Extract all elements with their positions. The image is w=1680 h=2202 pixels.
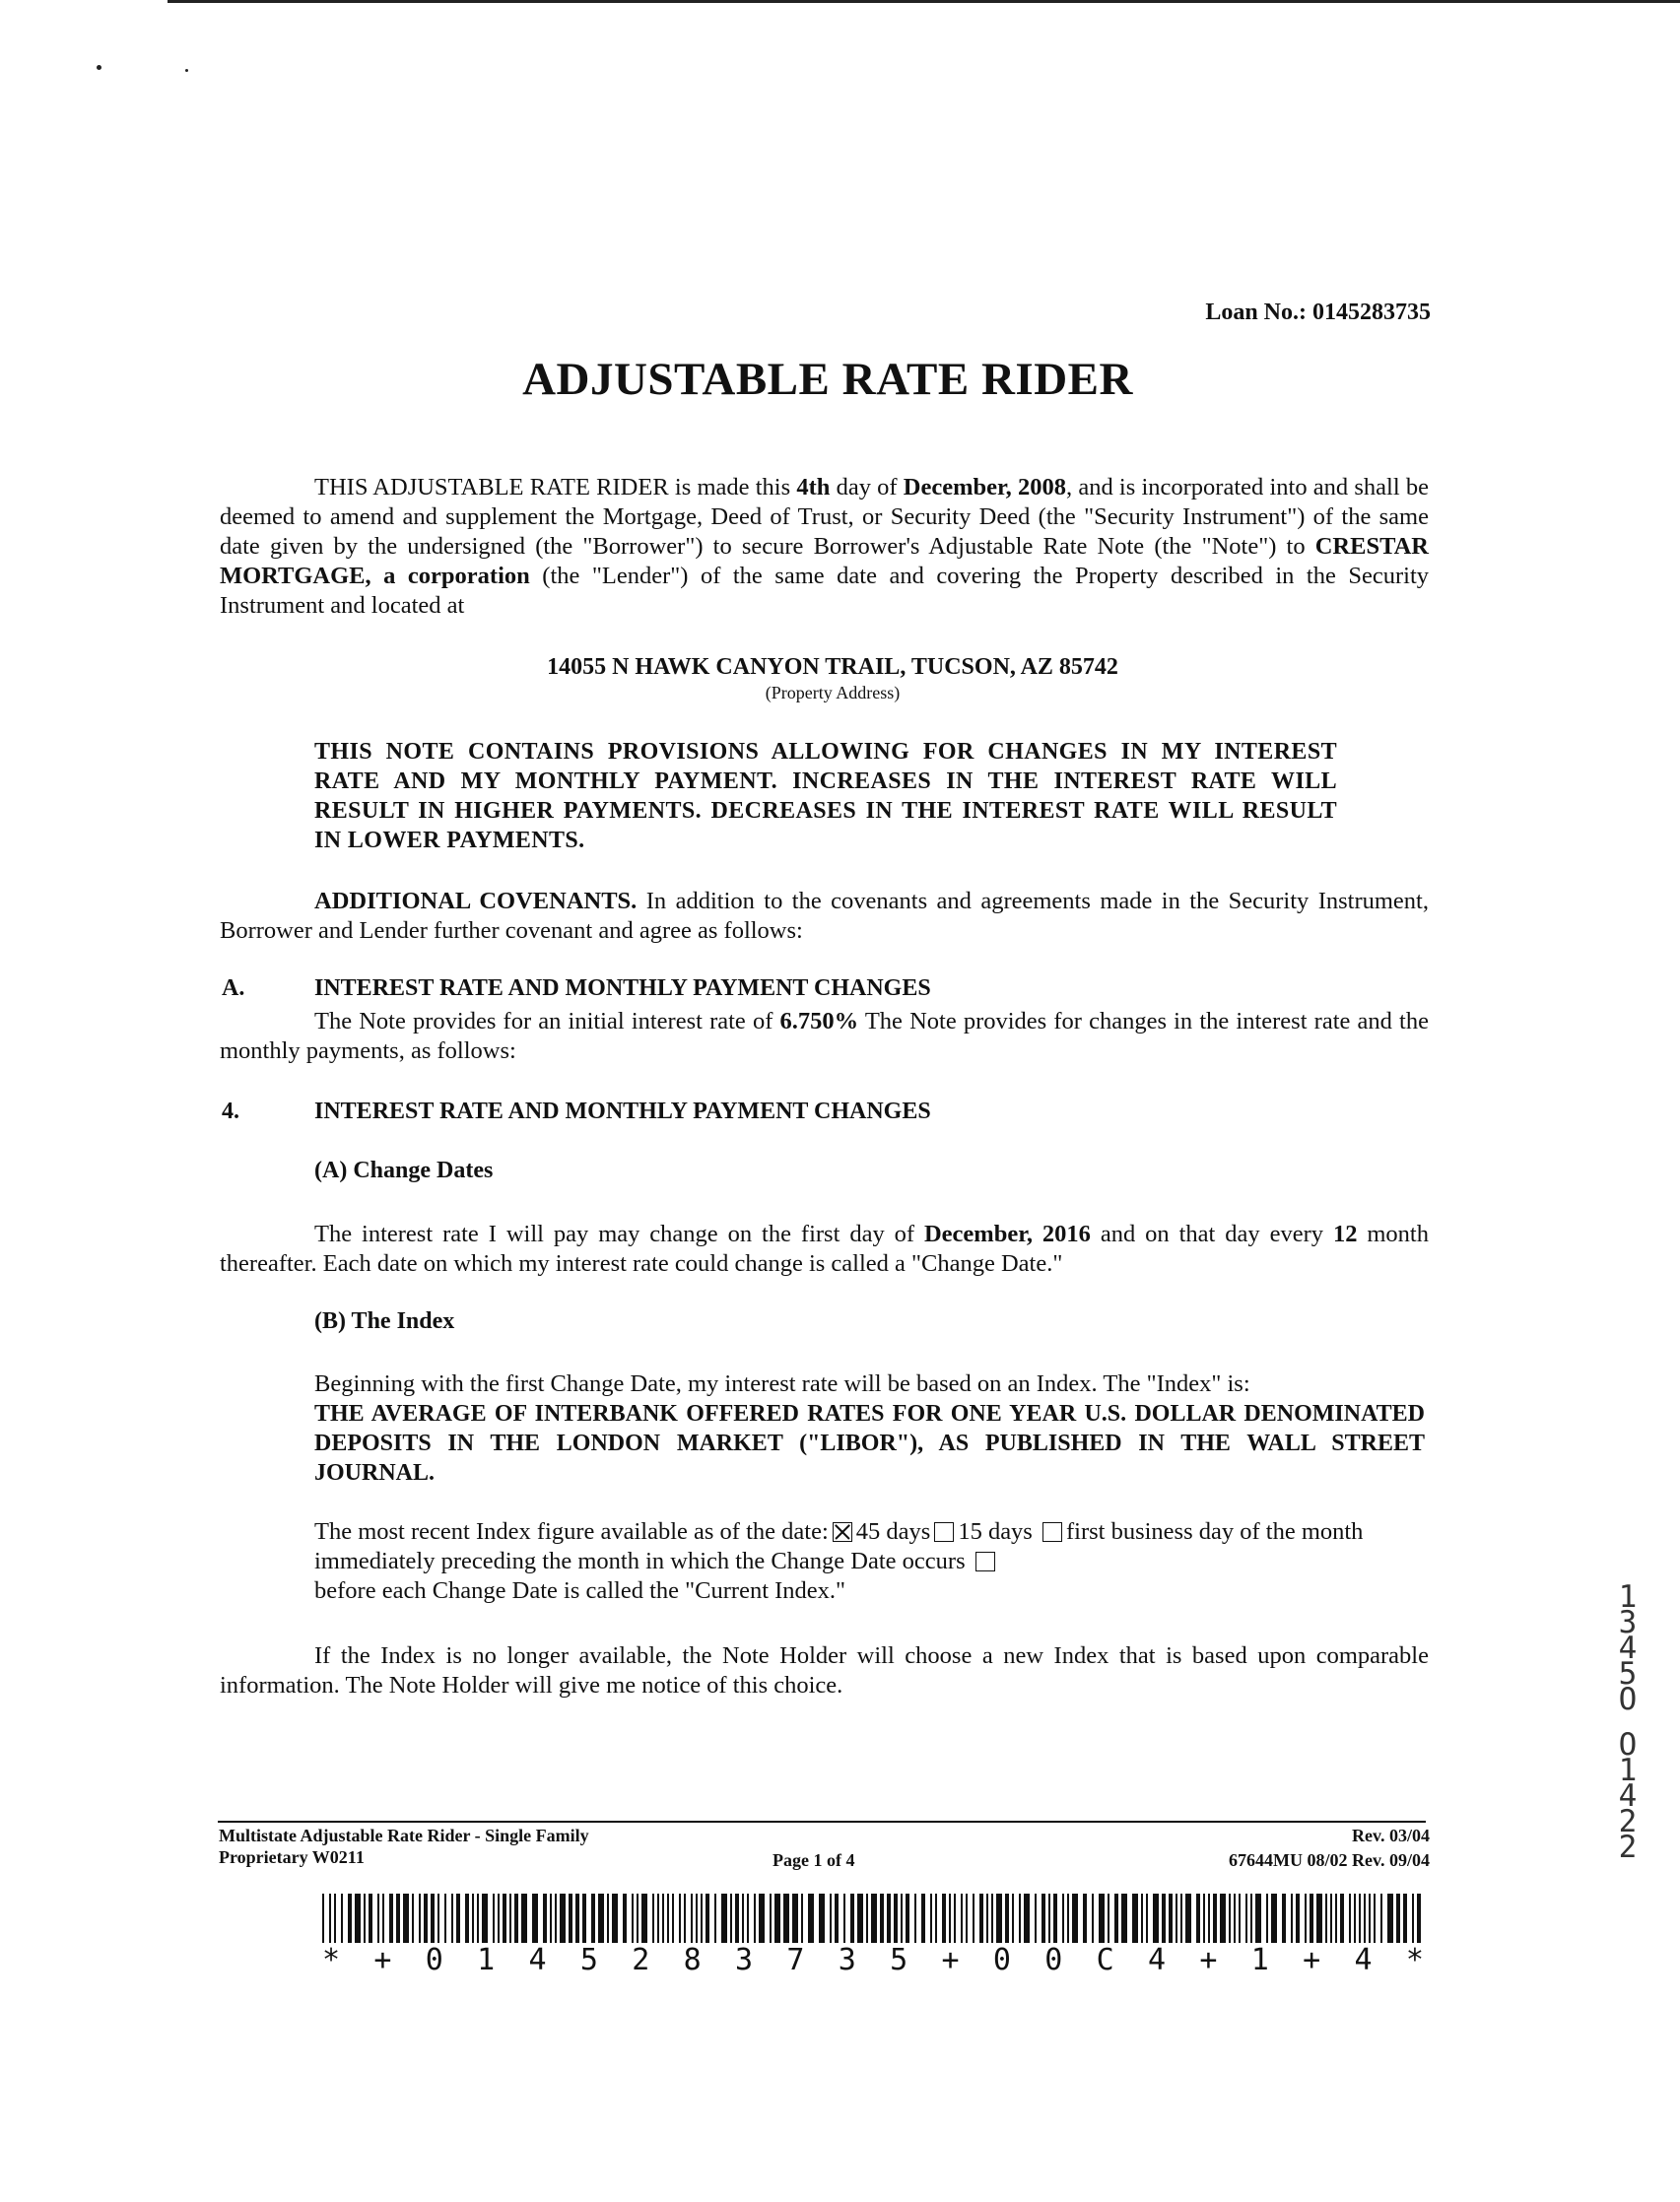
scan-speck [97,65,101,70]
barcode-char: * [322,1943,341,1977]
barcode-bar [657,1894,659,1943]
checkbox-15-days[interactable] [934,1522,954,1542]
barcode-bar [521,1894,527,1943]
barcode-bar [1364,1894,1366,1943]
document-title: ADJUSTABLE RATE RIDER [522,354,1133,405]
barcode-char: 4 [528,1943,547,1977]
side-stamp-char: 1 [1618,1579,1638,1615]
barcode-bar [477,1894,479,1943]
barcode-bar [742,1894,744,1943]
index-figure-options: The most recent Index figure available as of the date: 45 days 15 days first business day of the month immediately preceding the month in which the Change Date occurs before each Change Date is called the "Current Index." [314,1518,1364,1604]
barcode-bar [598,1894,604,1943]
section-a-heading: INTEREST RATE AND MONTHLY PAYMENT CHANGES [314,975,931,1001]
side-stamp-char: 5 [1618,1656,1638,1692]
barcode-bar [1239,1894,1241,1943]
barcode-bar [1083,1894,1087,1943]
barcode-bar [1067,1894,1069,1943]
barcode-bar [652,1894,654,1943]
loan-number: Loan No.: 0145283735 [1205,300,1431,325]
barcode-bar [662,1894,664,1943]
barcode-bar [691,1894,693,1943]
barcode-bar [1271,1894,1277,1943]
barcode-bar [334,1894,336,1943]
side-stamp-char: O [1618,1682,1638,1717]
barcode-char: + [1303,1943,1321,1977]
scan-speck [185,69,188,72]
barcode-bar [1048,1894,1050,1943]
barcode-bar [1417,1894,1421,1943]
barcode-bar [843,1894,845,1943]
barcode-bar [1196,1894,1200,1943]
barcode-char: C [1096,1943,1114,1977]
barcode-bar [672,1894,674,1943]
barcode-bar [986,1894,988,1943]
barcode-char: 8 [683,1943,702,1977]
barcode-bar [1176,1894,1177,1943]
barcode-bar [482,1894,488,1943]
barcode-bar [503,1894,506,1943]
barcode-bar [1180,1894,1182,1943]
footer-rule [218,1821,1426,1823]
barcode-bar [582,1894,586,1943]
barcode-bar [451,1894,453,1943]
barcode-bar [679,1894,681,1943]
section-4-heading: INTEREST RATE AND MONTHLY PAYMENT CHANGES [314,1099,931,1124]
index-description: THE AVERAGE OF INTERBANK OFFERED RATES FOR ONE YEAR U.S. DOLLAR DENOMINATED DEPOSITS IN THE LONDON MARKET ("LIBOR"), AS PUBLISHED IN THE WALL STREET JOURNAL. [314,1401,1425,1486]
barcode-char: + [1199,1943,1218,1977]
barcode-bar [1266,1894,1268,1943]
barcode-bar [1250,1894,1252,1943]
barcode-bar [403,1894,409,1943]
intro-paragraph: THIS ADJUSTABLE RATE RIDER is made this 4th day of December, 2008, and is incorporated into and shall be deemed to amend and supplement the Mortgage, Deed of Trust, or Security Deed (the "Security Instrument") of the same date given by the undersigned (the "Borrower") to secure Borrower's Adjustable Rate Note (the "Note") to CRESTAR MORTGAGE, a corporation (the "Lender") of the same date and covering the Property described in the Security Instrument and located at [220,474,1430,619]
section-a-number: A. [222,975,245,1001]
barcode-bar [880,1894,884,1943]
barcode-bar [735,1894,739,1943]
change-dates-paragraph: The interest rate I will pay may change on the first day of December, 2016 and on that day every 12 month thereafter. Each date on which my interest rate could change is called a "Change Date." [220,1221,1429,1277]
barcode-bar [979,1894,983,1943]
barcode-bar [444,1894,446,1943]
barcode-bar [667,1894,669,1943]
additional-covenants-paragraph: ADDITIONAL COVENANTS. In addition to the covenants and agreements made in the Security Instrument, Borrower and Lender further covenant and agree as follows: [220,888,1429,944]
barcode-bar [348,1894,352,1943]
barcode-bar [901,1894,903,1943]
barcode-bar [1203,1894,1205,1943]
barcode-bar [1380,1894,1382,1943]
barcode-bar [754,1894,756,1943]
barcode-bar [747,1894,749,1943]
barcode-bar [1234,1894,1236,1943]
barcode-bar [555,1894,557,1943]
barcode-bar [1162,1894,1166,1943]
barcode-bar [894,1894,898,1943]
barcode-bar [759,1894,765,1943]
barcode-bar [1012,1894,1014,1943]
barcode-char: + [373,1943,392,1977]
side-stamp-char: 3 [1618,1605,1638,1640]
barcode-char: 1 [477,1943,496,1977]
barcode-char: 2 [632,1943,650,1977]
barcode-bar [684,1894,686,1943]
barcode-char: + [941,1943,960,1977]
barcode-bar [866,1894,868,1943]
barcode-bar [871,1894,877,1943]
barcode-bar [456,1894,460,1943]
barcode-bar [437,1894,439,1943]
barcode-bar [1387,1894,1393,1943]
checkbox-45-days[interactable] [833,1522,852,1542]
barcode-bar [935,1894,937,1943]
barcode-bar [493,1894,495,1943]
barcode-bar [1340,1894,1344,1943]
barcode-bar [1141,1894,1143,1943]
barcode-bar [1072,1894,1078,1943]
barcode-bar [857,1894,863,1943]
rate-change-notice: THIS NOTE CONTAINS PROVISIONS ALLOWING FOR CHANGES IN MY INTEREST RATE AND MY MONTHLY PAYMENT. INCREASES IN THE INTEREST RATE WILL RESULT IN HIGHER PAYMENTS. DECREASES IN THE INTEREST RATE WILL RESULT IN LOWER PAYMENTS. [314,739,1337,853]
barcode-bar [721,1894,727,1943]
barcode-char: * [1405,1943,1424,1977]
change-dates-heading: (A) Change Dates [314,1158,494,1183]
barcode-bar [1220,1894,1226,1943]
barcode-bar [1114,1894,1118,1943]
barcode-bar [966,1894,968,1943]
barcode-bar [355,1894,361,1943]
footer-form-code: 67644MU 08/02 Rev. 09/04 [1229,1850,1430,1870]
barcode-bar [472,1894,474,1943]
barcode-bar [887,1894,891,1943]
barcode-bar [770,1894,772,1943]
barcode-bar [1305,1894,1307,1943]
barcode-bar [774,1894,780,1943]
side-stamp-char: O [1618,1727,1638,1763]
barcode-bar [1282,1894,1286,1943]
barcode-bar [632,1894,634,1943]
barcode-bar [612,1894,618,1943]
barcode-bar [498,1894,500,1943]
barcode-bar [637,1894,638,1943]
barcode-bar [419,1894,421,1943]
barcode-bar [1169,1894,1173,1943]
barcode-char: 5 [579,1943,598,1977]
barcode-char: 4 [1354,1943,1373,1977]
barcode-bar [465,1894,469,1943]
barcode-bar [1213,1894,1217,1943]
barcode-bar [1349,1894,1351,1943]
barcode-bar [514,1894,518,1943]
barcode-bar [1092,1894,1094,1943]
barcode-bar [1019,1894,1021,1943]
index-unavailable-paragraph: If the Index is no longer available, the Note Holder will choose a new Index that is based upon comparable information. The Note Holder will give me notice of this choice. [220,1642,1429,1699]
barcode-bar [914,1894,916,1943]
barcode-bar [509,1894,511,1943]
barcode-bar [942,1894,946,1943]
barcode-bar [1024,1894,1030,1943]
barcode-bar [377,1894,379,1943]
barcode-bar [1153,1894,1159,1943]
barcode-bar [424,1894,428,1943]
side-stamp [1610,1579,1646,1865]
barcode-bar [1374,1894,1376,1943]
barcode-bar [949,1894,951,1943]
barcode-image [322,1894,1424,1943]
section-a-paragraph: The Note provides for an initial interest rate of 6.750% The Note provides for changes in the interest rate and the monthly payments, as follows: [220,1008,1429,1064]
barcode-bar [1325,1894,1327,1943]
barcode-bar [1255,1894,1261,1943]
barcode-bar [1035,1894,1037,1943]
barcode-bar [369,1894,372,1943]
barcode-bar [550,1894,552,1943]
barcode-bar [560,1894,566,1943]
barcode-bar [792,1894,798,1943]
barcode-bar [730,1894,732,1943]
barcode-bar [991,1894,993,1943]
barcode-bar [1245,1894,1247,1943]
barcode-bar [1053,1894,1057,1943]
barcode-bar [322,1894,324,1943]
barcode-bar [575,1894,579,1943]
barcode-bar [569,1894,572,1943]
barcode-bar [1208,1894,1210,1943]
barcode-bar [1185,1894,1191,1943]
barcode-bar [835,1894,839,1943]
barcode-bar [973,1894,974,1943]
barcode-char: 3 [838,1943,856,1977]
barcode-bar [1335,1894,1337,1943]
footer-proprietary: Proprietary W0211 [219,1847,365,1867]
barcode-bar [706,1894,709,1943]
barcode-bar [1369,1894,1371,1943]
barcode-bar [1291,1894,1293,1943]
barcode-bar [431,1894,435,1943]
barcode-char: 7 [786,1943,805,1977]
barcode-bar [1354,1894,1356,1943]
barcode-bar [1005,1894,1009,1943]
barcode-bar [1099,1894,1105,1943]
barcode-bar [1229,1894,1231,1943]
barcode-bar [1412,1894,1414,1943]
scan-top-edge [168,0,1680,3]
barcode-bar [1359,1894,1361,1943]
barcode-bar [961,1894,963,1943]
footer-revision: Rev. 03/04 [1352,1826,1430,1845]
barcode-bar [696,1894,698,1943]
barcode-bar [1396,1894,1400,1943]
barcode-bar [364,1894,366,1943]
index-intro: Beginning with the first Change Date, my interest rate will be based on an Index. The "Index" is: [314,1370,1250,1397]
barcode-bar [1108,1894,1109,1943]
side-stamp-char: 2 [1618,1804,1638,1839]
barcode-bar [1146,1894,1148,1943]
barcode-bar [921,1894,925,1943]
barcode-bar [701,1894,703,1943]
barcode-bar [783,1894,789,1943]
checkbox-first-business-day[interactable] [1042,1522,1062,1542]
barcode-bar [543,1894,547,1943]
barcode-bar [412,1894,414,1943]
barcode-bar [607,1894,609,1943]
footer-form-name: Multistate Adjustable Rate Rider - Single Family [219,1826,589,1845]
side-stamp-char: 4 [1618,1778,1638,1814]
barcode-bar [819,1894,825,1943]
side-stamp-char: 2 [1618,1830,1638,1865]
barcode-bar [1310,1894,1313,1943]
barcode-bar [532,1894,538,1943]
barcode-bar [801,1894,803,1943]
barcode-char: 0 [992,1943,1011,1977]
barcode-char: 3 [735,1943,754,1977]
property-address-label: (Property Address) [765,683,901,702]
barcode-bar [341,1894,343,1943]
barcode-bar [623,1894,627,1943]
barcode-bar [954,1894,956,1943]
section-4-number: 4. [222,1099,239,1124]
barcode-bar [1042,1894,1045,1943]
barcode-char: 1 [1250,1943,1269,1977]
barcode-bar [389,1894,393,1943]
barcode-bar [1316,1894,1322,1943]
barcode-char: 0 [1044,1943,1063,1977]
barcode-bar [591,1894,595,1943]
barcode-bar [382,1894,384,1943]
barcode-bar [1330,1894,1332,1943]
barcode-bar [396,1894,400,1943]
barcode-bar [1403,1894,1407,1943]
checkbox-other[interactable] [975,1552,995,1571]
barcode-bar [996,1894,1002,1943]
barcode-bar [641,1894,647,1943]
index-heading: (B) The Index [314,1308,455,1334]
barcode-char: 4 [1148,1943,1167,1977]
barcode-bar [1296,1894,1300,1943]
barcode-bar [830,1894,832,1943]
footer-page-number: Page 1 of 4 [773,1850,855,1870]
side-stamp-char: 1 [1618,1753,1638,1788]
barcode-bar [850,1894,854,1943]
barcode-text [322,1943,1424,1977]
barcode-bar [808,1894,814,1943]
barcode-bar [329,1894,331,1943]
barcode-bar [714,1894,716,1943]
barcode-bar [930,1894,932,1943]
barcode-bar [1132,1894,1138,1943]
barcode-bar [906,1894,909,1943]
barcode-bar [1062,1894,1064,1943]
property-address: 14055 N HAWK CANYON TRAIL, TUCSON, AZ 85742 [547,654,1118,680]
barcode-bar [1121,1894,1127,1943]
barcode-char: 0 [425,1943,443,1977]
side-stamp-char: 4 [1618,1631,1638,1666]
barcode-char: 5 [890,1943,908,1977]
